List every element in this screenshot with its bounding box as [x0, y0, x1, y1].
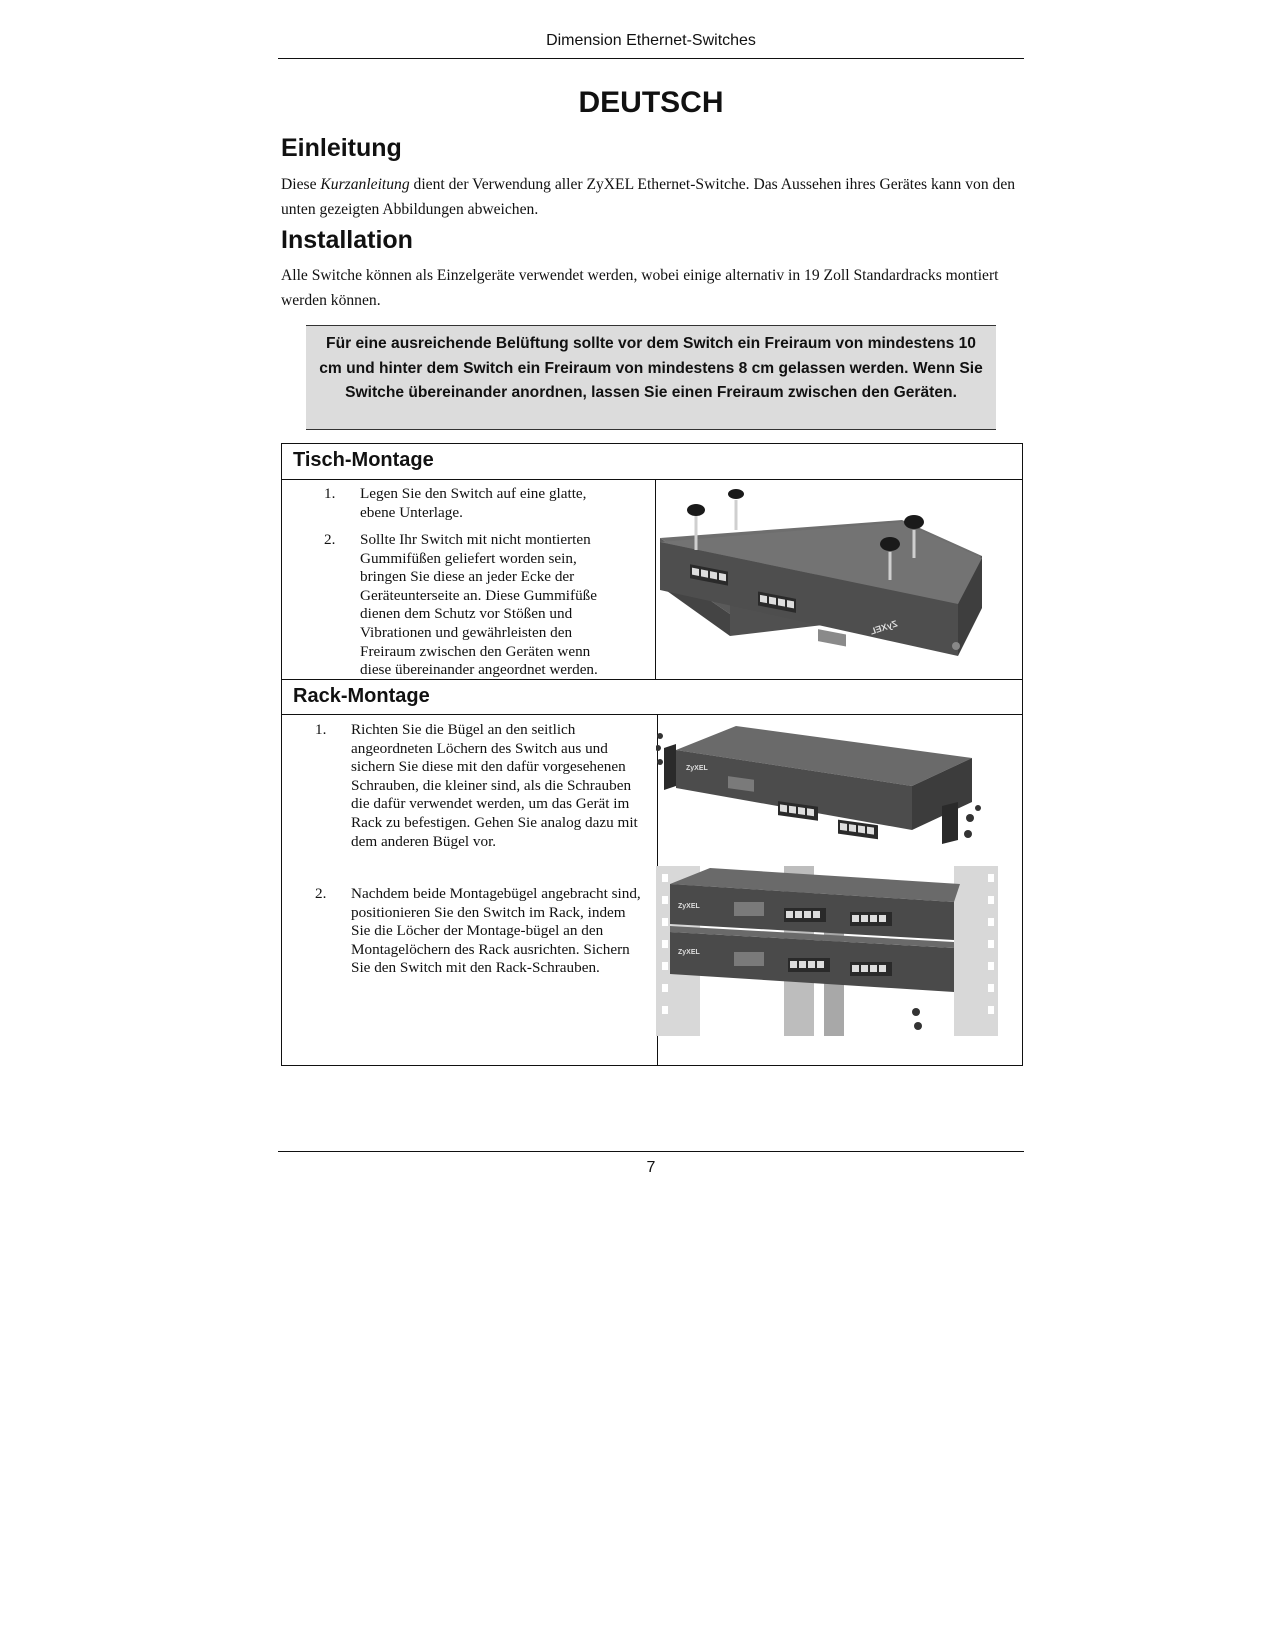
step-number: 2. [324, 531, 336, 548]
step-number: 1. [315, 721, 327, 738]
brand-logo: ZyXEL [678, 949, 700, 956]
table-rule [282, 479, 1022, 480]
step-text: Sollte Ihr Switch mit nicht montierten Gummifüßen geliefert worden sein, bringen Sie diese an jeder Ecke der Geräteunterseite an. Diese Gummifüße dienen dem Schutz vor Stößen und Vibrationen und gewährleisten den Freiraum zwischen den Geräten wenn diese übereinander angeordnet werden. [360, 531, 598, 679]
running-header: Dimension Ethernet-Switches [546, 32, 756, 49]
table-rule [282, 679, 1022, 680]
rack-mounted-illustration [654, 866, 1000, 1036]
desktop-mount-illustration [658, 486, 1000, 660]
page-number: 7 [646, 1159, 656, 1176]
rack-heading: Rack-Montage [293, 685, 430, 707]
footer-rule [278, 1151, 1024, 1152]
einleitung-text [281, 172, 1016, 222]
step-number: 1. [324, 485, 336, 502]
brand-logo: ZyXEL [678, 903, 700, 910]
header-rule [278, 58, 1024, 59]
einleitung-text-pre: Diese [281, 176, 321, 193]
step-text: Legen Sie den Switch auf eine glatte, ebene Unterlage. [360, 485, 587, 521]
page-title: DEUTSCH [578, 86, 724, 119]
installation-heading: Installation [281, 226, 413, 254]
ventilation-note: Für eine ausreichende Belüftung sollte vor dem Switch ein Freiraum von mindestens 10 cm und hinter dem Switch ein Freiraum von mindestens 8 cm gelassen werden. Wenn Sie Switche übereinander anordnen, lassen Sie einen Freiraum zwischen den Geräten. [306, 325, 996, 430]
brand-logo: ZyXEL [868, 618, 899, 637]
bracket-attach-illustration [656, 722, 1000, 848]
brand-logo: ZyXEL [686, 765, 708, 772]
step-text: Richten Sie die Bügel an den seitlich angeordneten Löchern des Switch aus und sichern Sie diese mit den dafür vorgesehenen Schrauben, die kleiner sind, als die Schrauben die dafür verwendet werden, um das Gerät im Rack zu befestigen. Gehen Sie analog dazu mit dem anderen Bügel vor. [351, 721, 638, 850]
table-rule [282, 714, 1022, 715]
table-column-divider [655, 479, 656, 679]
einleitung-heading: Einleitung [281, 134, 402, 162]
einleitung-text-post: dient der Verwendung aller ZyXEL Ethernet-Switche. Das Aussehen ihres Gerätes kann von den unten gezeigten Abbildungen abweichen. [281, 176, 1016, 218]
step-number: 2. [315, 885, 327, 902]
tisch-heading: Tisch-Montage [293, 449, 434, 471]
einleitung-text-emphasis: Kurzanleitung [320, 176, 410, 193]
installation-text: Alle Switche können als Einzelgeräte verwendet werden, wobei einige alternativ in 19 Zoll Standardracks montiert werden können. [281, 267, 999, 309]
step-text: Nachdem beide Montagebügel angebracht sind, positionieren Sie den Switch im Rack, indem Sie die Löcher der Montage-bügel an den Montagelöchern des Rack ausrichten. Sichern Sie den Switch mit den Rack-Schrauben. [351, 885, 641, 977]
